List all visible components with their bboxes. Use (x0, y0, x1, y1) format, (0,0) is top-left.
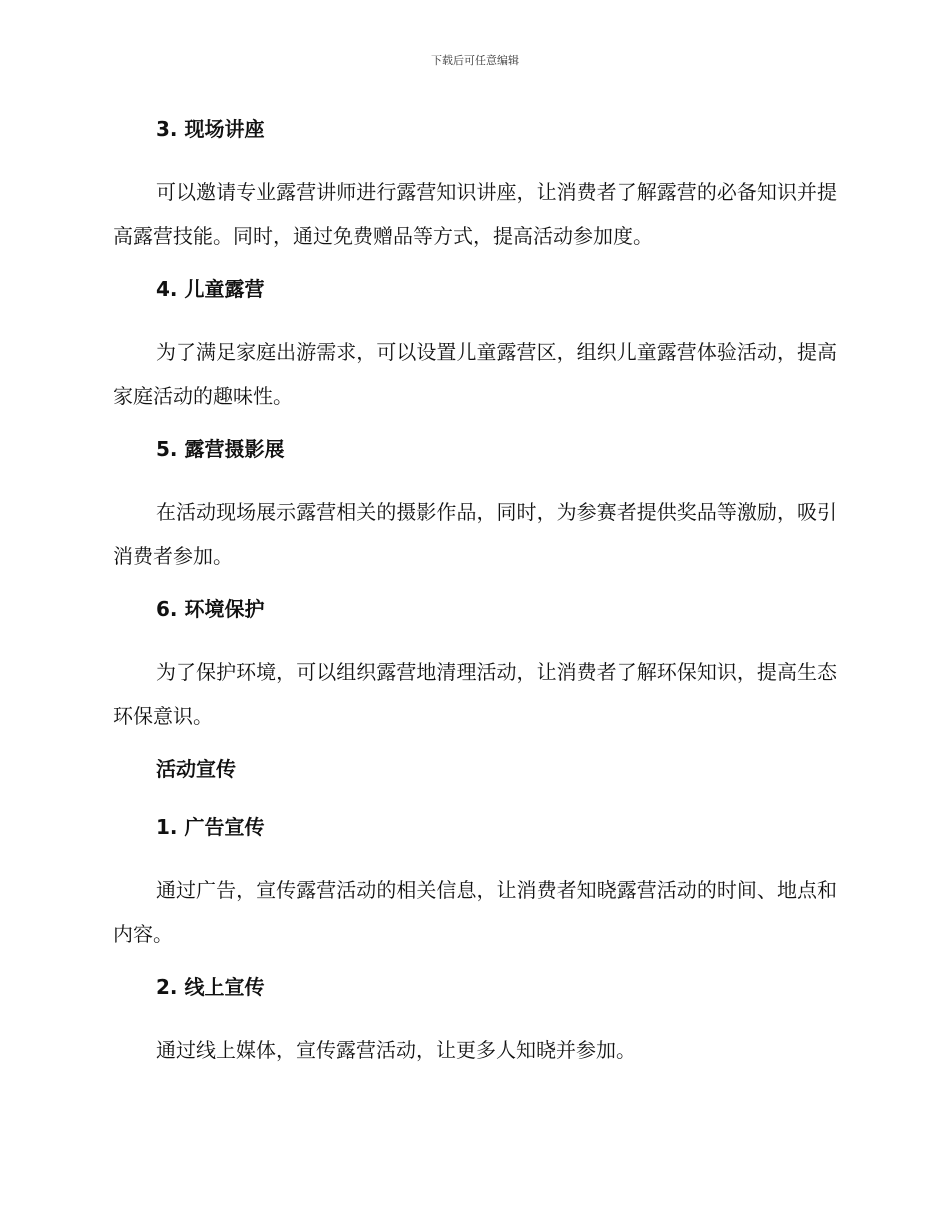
section-paragraph: 可以邀请专业露营讲师进行露营知识讲座，让消费者了解露营的必备知识并提高露营技能。同时，通过免费赠品等方式，提高活动参加度。 (113, 180, 837, 248)
section-heading: 4. 儿童露营 (156, 277, 265, 301)
document-body (113, 112, 837, 1072)
section-heading: 6. 环境保护 (156, 597, 265, 621)
section-advertising (113, 810, 837, 970)
section-paragraph: 为了满足家庭出游需求，可以设置儿童露营区，组织儿童露营体验活动，提高家庭活动的趣味性。 (113, 340, 837, 408)
section-heading: 活动宣传 (156, 757, 236, 781)
section-heading: 1. 广告宣传 (156, 815, 265, 839)
section-heading: 3. 现场讲座 (156, 117, 265, 141)
section-promotion-title (113, 752, 837, 810)
section-paragraph: 为了保护环境，可以组织露营地清理活动，让消费者了解环保知识，提高生态环保意识。 (113, 660, 837, 728)
section-heading: 2. 线上宣传 (156, 975, 265, 999)
section-photo-exhibition (113, 432, 837, 592)
page-header: 下载后可任意编辑 (431, 54, 519, 67)
section-online-promotion (113, 970, 837, 1072)
section-live-lecture (113, 112, 837, 272)
section-paragraph: 在活动现场展示露营相关的摄影作品，同时，为参赛者提供奖品等激励，吸引消费者参加。 (113, 500, 837, 568)
section-kids-camping (113, 272, 837, 432)
section-paragraph: 通过广告，宣传露营活动的相关信息，让消费者知晓露营活动的时间、地点和内容。 (113, 878, 837, 946)
section-heading: 5. 露营摄影展 (156, 437, 285, 461)
section-paragraph: 通过线上媒体，宣传露营活动，让更多人知晓并参加。 (156, 1038, 636, 1062)
section-environment (113, 592, 837, 752)
